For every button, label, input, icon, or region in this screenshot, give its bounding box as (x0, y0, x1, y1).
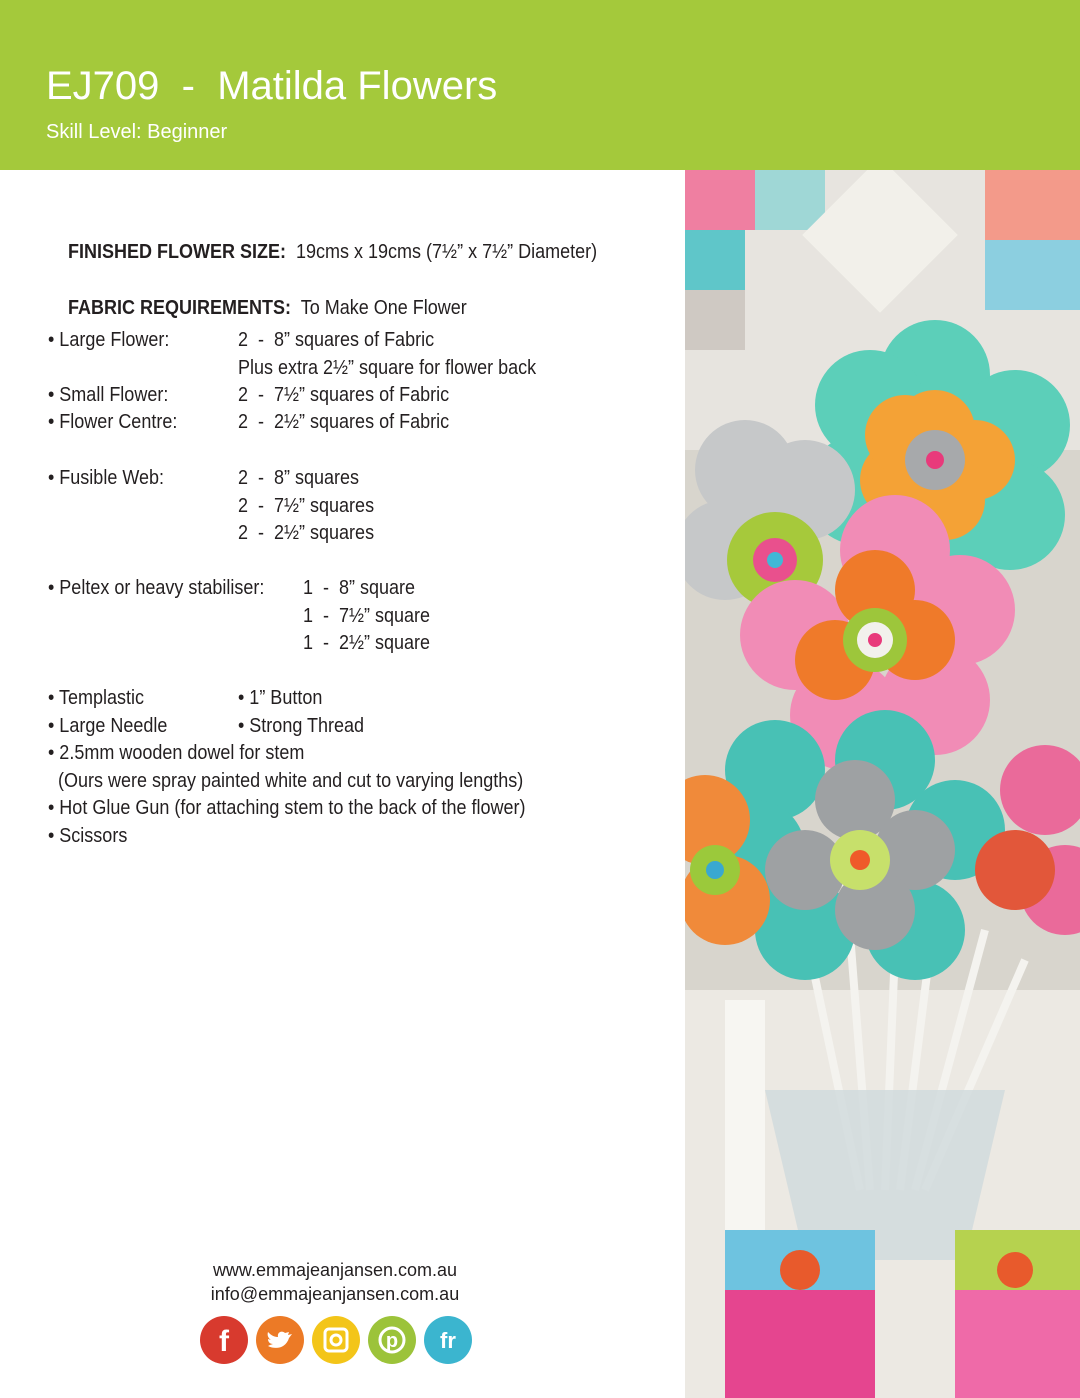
fusible-web-qty-3: 2 - 2½” squares (238, 522, 375, 544)
flowers-illustration (685, 170, 1080, 1398)
svg-text:fr: fr (440, 1328, 456, 1353)
large-flower-qty: 2 - 8” squares of Fabric (238, 329, 435, 351)
fusible-web-qty-2: 2 - 7½” squares (238, 495, 375, 517)
page-title: EJ709 - Matilda Flowers (46, 64, 498, 108)
peltex-label: • Peltex or heavy stabiliser: (48, 577, 265, 599)
footer-contact (200, 1258, 470, 1306)
notion-dowel-note: (Ours were spray painted white and cut to varying lengths) (48, 770, 524, 792)
finished-size-label: FINISHED FLOWER SIZE: (68, 241, 287, 263)
svg-text:f: f (219, 1325, 229, 1358)
header-banner (0, 0, 1080, 170)
peltex-qty-1: 1 - 8” square (303, 577, 416, 599)
flowers-photo (685, 170, 1080, 1398)
notion-button: • 1” Button (238, 687, 323, 709)
notion-scissors: • Scissors (48, 825, 128, 847)
skill-level: Skill Level: Beginner (46, 121, 228, 143)
small-flower-label: • Small Flower: (48, 384, 169, 406)
svg-text:p: p (385, 1330, 399, 1352)
facebook-icon[interactable] (200, 1316, 248, 1364)
small-flower-qty: 2 - 7½” squares of Fabric (238, 384, 450, 406)
peltex-qty-2: 1 - 7½” square (303, 605, 431, 627)
peltex-qty-3: 1 - 2½” square (303, 632, 431, 654)
pinterest-icon[interactable] (368, 1316, 416, 1364)
instagram-icon[interactable] (312, 1316, 360, 1364)
email-link[interactable]: info@emmajeanjansen.com.au (210, 1284, 460, 1304)
notion-thread: • Strong Thread (238, 715, 365, 737)
notion-templastic: • Templastic (48, 687, 145, 709)
fabric-requirements-value: To Make One Flower (300, 297, 467, 319)
flower-centre-label: • Flower Centre: (48, 411, 178, 433)
finished-size-value: 19cms x 19cms (7½” x 7½” Diameter) (296, 241, 598, 263)
twitter-icon[interactable] (256, 1316, 304, 1364)
fabric-requirements-label: FABRIC REQUIREMENTS: (68, 297, 292, 319)
social-icons (200, 1316, 472, 1364)
website-link[interactable]: www.emmajeanjansen.com.au (212, 1260, 458, 1280)
fusible-web-qty-1: 2 - 8” squares (238, 467, 360, 489)
notion-needle: • Large Needle (48, 715, 168, 737)
flower-centre-qty: 2 - 2½” squares of Fabric (238, 411, 450, 433)
notion-glue: • Hot Glue Gun (for attaching stem to the back of the flower) (48, 797, 526, 819)
fusible-web-label: • Fusible Web: (48, 467, 165, 489)
large-flower-extra: Plus extra 2½” square for flower back (238, 357, 537, 379)
large-flower-label: • Large Flower: (48, 329, 170, 351)
flickr-icon[interactable] (424, 1316, 472, 1364)
notion-dowel: • 2.5mm wooden dowel for stem (48, 742, 305, 764)
